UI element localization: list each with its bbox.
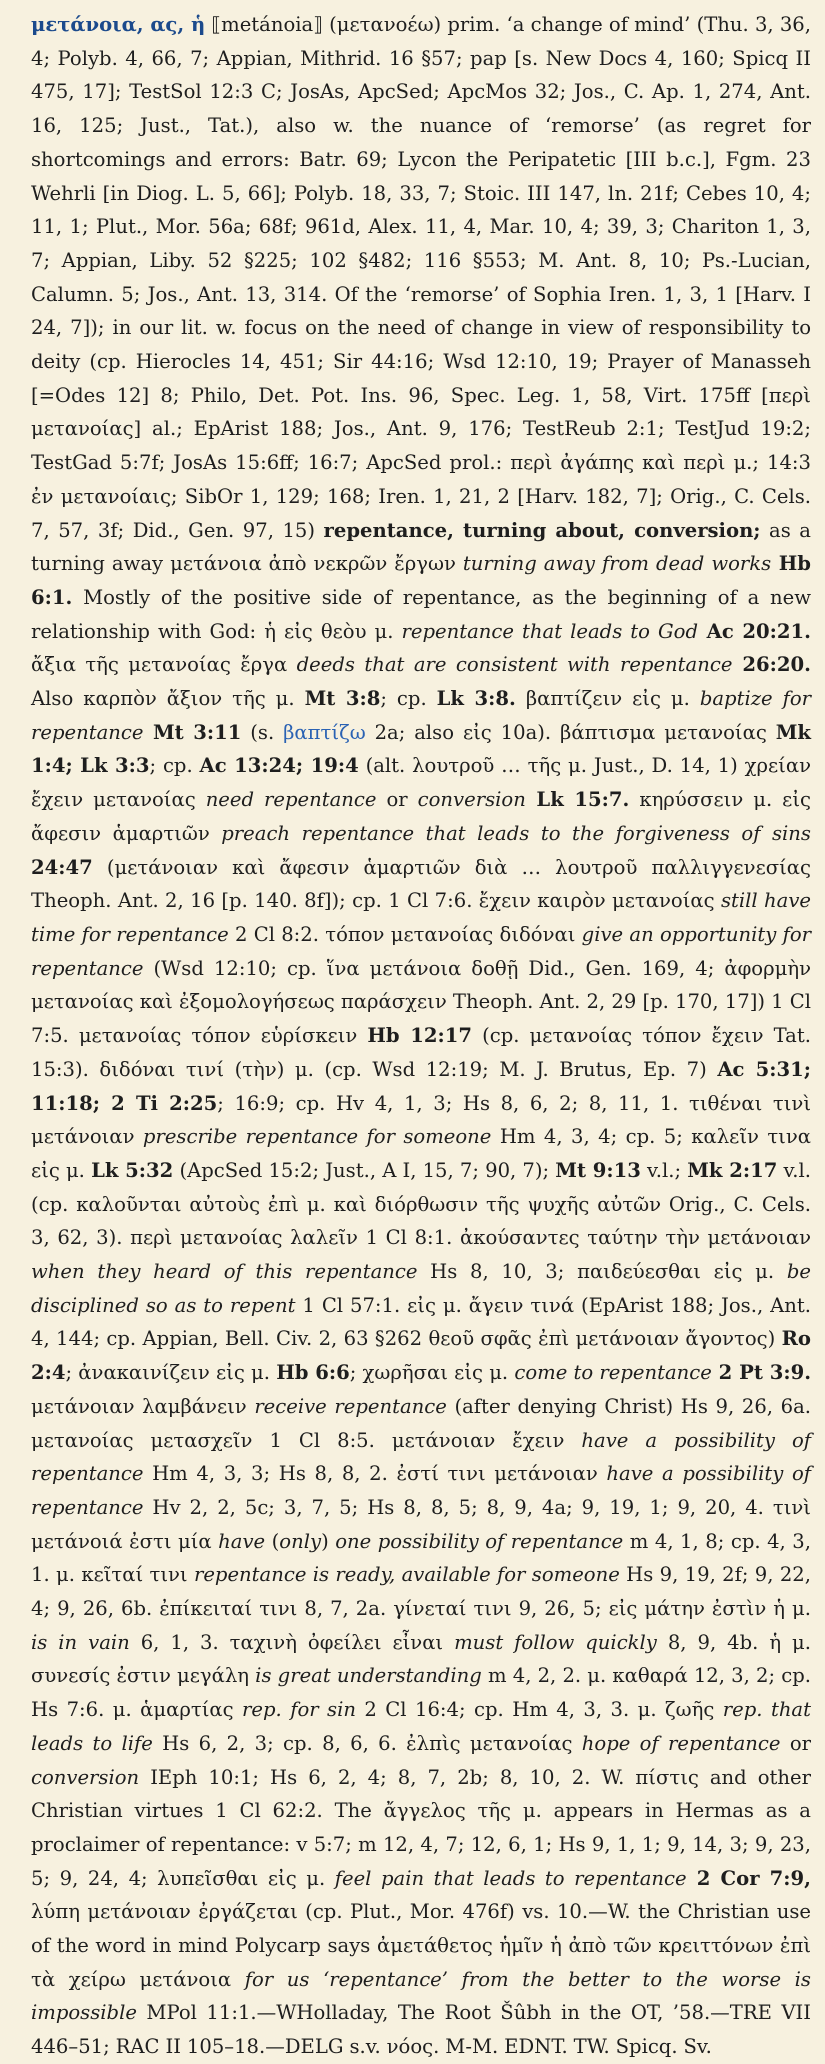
bold-text: Hb 6:1. [31, 552, 811, 609]
gloss-text: repentance is ready, available for someone [193, 1563, 620, 1587]
gloss-text: need repentance [205, 788, 377, 812]
entry-text: (alt. λουτροῦ … τῆς μ. Just., D. 14, 1) χρείαν ἔχειν μετανοίας [31, 754, 811, 812]
gloss-text: come to repentance [514, 1361, 712, 1385]
bold-text: 26:20. [732, 653, 812, 677]
entry-text: Hs 6, 2, 3; cp. 8, 6, 6. ἐλπὶς μετανοίας [152, 1731, 582, 1755]
gloss-text: preach repentance that leads to the forgiveness of sins [221, 821, 811, 845]
entry-text: v.l.; [640, 1158, 688, 1182]
gloss-text: have [218, 1529, 266, 1553]
bold-text: Mt 3:11 [143, 720, 242, 744]
gloss-text: only [279, 1529, 322, 1553]
entry-text: Mostly of the positive side of repentance, as the beginning of a new relationship with God: ἡ εἰς θεὸυ μ. [31, 585, 811, 643]
gloss-text: conversion [31, 1765, 140, 1789]
headword: μετάνοια, ας, ἡ [31, 13, 206, 36]
gloss-text: prescribe repentance for someone [142, 1125, 492, 1149]
entry-text: Hs 9, 19, 2f; 9, 22, 4; 9, 26, 6b. ἐπίκειταί τινι 8, 7, 2a. γίνεταί τινι 9, 26, 5; εἰς μάτην ἐστὶν ἡ μ. [31, 1563, 811, 1621]
bold-text: Lk 15:7. [525, 788, 630, 812]
entry-text: ( [265, 1529, 280, 1553]
bold-text: Lk 5:32 [91, 1158, 174, 1182]
entry-text: (cp. μετανοίας τόπον ἔχειν Tat. 15:3). διδόναι τινί (τὴν) μ. (cp. Wsd 12:19; M. J. Brutus, Ep. 7) [31, 1024, 811, 1081]
entry-text: (Wsd 12:10; cp. ἵνα μετάνοια δοθῇ Did., Gen. 169, 4; ἀφορμὴν μετανοίας καὶ ἐξομολογήσεως παράσχειν Theoph. Ant. 2, 29 [p. 170, 17]) 1 Cl 7:5. μετανοίας τόπον εὑρίσκειν [31, 956, 811, 1048]
gloss-text: feel pain that leads to repentance [334, 1866, 687, 1890]
gloss-text: when they heard of this repentance [31, 1260, 418, 1284]
gloss-text: must follow quickly [454, 1630, 657, 1654]
entry-text: ; 16:9; cp. Hv 4, 1, 3; Hs 8, 6, 2; 8, 11, 1. τιθέναι τινὶ μετάνοιαν [31, 1091, 812, 1149]
entry-text: or [376, 788, 418, 812]
bold-text: Ro 2:4 [31, 1327, 811, 1385]
entry-text: Hm 4, 3, 4; cp. 5; καλεῖν τινα εἰς μ. [31, 1125, 812, 1182]
entry-text: as a turning away μετάνοια ἀπὸ νεκρῶν ἔργων [31, 518, 811, 576]
bold-text: Lk 3:8. [436, 687, 516, 711]
entry-text: (μετάνοιαν καὶ ἄφεσιν ἁμαρτιῶν διὰ … λουτροῦ παλλιγγενεσίας Theoph. Ant. 2, 16 [p. 140. 8f]); cp. 1 Cl 7:6. ἔχειν καιρὸν μετανοίας [31, 855, 811, 913]
gloss-text: give an opportunity for repentance [31, 922, 811, 980]
bold-text: repentance, turning about, conversion; [323, 518, 761, 542]
gloss-text: is great understanding [255, 1664, 482, 1688]
gloss-text: for us ‘repentance’ from the better to the worse is impossible [31, 1967, 811, 2025]
entry-text: 2 Cl 8:2. τόπον μετανοίας διδόναι [228, 922, 582, 946]
gloss-text: rep. for sin [242, 1698, 356, 1722]
bold-text: Mk 1:4; Lk 3:3 [31, 720, 811, 778]
bold-text: Mt 3:8 [304, 687, 381, 711]
bold-text: Hb 6:6 [276, 1361, 350, 1385]
entry-text: μετάνοιαν λαμβάνειν [31, 1394, 255, 1418]
entry-text: (ApcSed 15:2; Just., A I, 15, 7; 90, 7); [173, 1158, 556, 1182]
entry-text: (s. [241, 720, 284, 744]
gloss-text: repentance that leads to God [401, 619, 699, 643]
entry-text: ) [321, 1529, 336, 1553]
bold-text: Mt 9:13 [555, 1158, 641, 1182]
gloss-text: baptize for repentance [31, 687, 812, 744]
entry-text: IEph 10:1; Hs 6, 2, 4; 8, 7, 2b; 8, 10, 2. W. πίστις and other Christian virtues 1 Cl 62:2. The ἄγγελος τῆς μ. appears in Hermas as a proclaimer of repentance: v 5:7; m 12, 4, 7; 12, 6, 1; Hs 9, 1, 1; 9, 14, 3; 9, 23, 5; 9, 24, 4; λυπεῖσθαι εἰς μ. [31, 1765, 811, 1890]
bold-text: Ac 13:24; 19:4 [199, 754, 359, 778]
bold-text: Ac 5:31; 11:18; 2 Ti 2:25 [31, 1057, 811, 1115]
entry-text: m 4, 2, 2. μ. καθαρά 12, 3, 2; cp. Hs 7:6. μ. ἁμαρτίας [31, 1664, 811, 1722]
gloss-text: have a possibility of repentance [31, 1428, 811, 1486]
bold-text: Ac 20:21. [698, 619, 812, 643]
entry-text: 8, 9, 4b. ἡ μ. συνεσίς ἐστιν μεγάλη [31, 1630, 811, 1688]
gloss-text: conversion [417, 788, 526, 812]
entry-text: 2a; also εἰς 10a). βάπτισμα μετανοίας [365, 720, 776, 744]
entry-text: m 4, 1, 8; cp. 4, 3, 1. μ. κεῖταί τινι [31, 1529, 811, 1587]
gloss-text: receive repentance [254, 1394, 447, 1418]
bold-text: Mk 2:17 [687, 1158, 778, 1182]
gloss-text: be disciplined so as to repent [31, 1260, 811, 1317]
gloss-text: still have time for repentance [31, 889, 812, 946]
entry-text: (after denying Christ) Hs 9, 26, 6a. μετανοίας μετασχεῖν 1 Cl 8:5. μετάνοιαν ἔχειν [31, 1394, 811, 1452]
gloss-text: one possibility of repentance [335, 1529, 624, 1553]
bold-text: Hb 12:17 [367, 1024, 473, 1048]
gloss-text: deeds that are consistent with repentance [296, 653, 733, 677]
entry-text: Also καρπὸν ἄξιον τῆς μ. [31, 687, 305, 711]
gloss-text: hope of repentance [581, 1731, 781, 1755]
entry-text: ἄξια τῆς μετανοίας ἔργα [31, 653, 297, 677]
bold-text: 24:47 [31, 855, 93, 879]
gloss-text: rep. that leads to life [31, 1698, 811, 1755]
entry-text: λύπη μετάνοιαν ἐργάζεται (cp. Plut., Mor. 476f) vs. 10.—W. the Christian use of the word in mind Polycarp says ἀμετάθετος ἡμῖν ἡ ἀπὸ τῶν κρειττόνων ἐπὶ τὰ χείρω μετάνοια [31, 1900, 811, 1991]
entry-text: MPol 11:1.—WHolladay, The Root Šûbh in the OT, ’58.—TRE VII 446–51; RAC II 105–18.—DELG s.v. νόος. M-M. EDNT. TW. Spicq. Sv. [31, 2001, 811, 2059]
entry-text: 2 Cl 16:4; cp. Hm 4, 3, 3. μ. ζωῆς [355, 1698, 723, 1722]
bold-text: 2 Cor 7:9, [686, 1866, 811, 1890]
entry-text: Hs 8, 10, 3; παιδεύεσθαι εἰς μ. [417, 1260, 787, 1284]
entry-text: 6, 1, 3. ταχινὴ ὀφείλει εἶναι [129, 1630, 455, 1654]
entry-body [31, 13, 811, 2058]
entry-text: 1 Cl 57:1. εἰς μ. ἄγειν τινά (EpArist 188; Jos., Ant. 4, 144; cp. Appian, Bell. Civ. 2, 63 §262 θεοῦ σφᾶς ἐπὶ μετάνοιαν ἄγοντος) [31, 1293, 811, 1351]
entry-text: ; cp. [380, 687, 437, 711]
entry-text: Hv 2, 2, 5c; 3, 7, 5; Hs 8, 8, 5; 8, 9, 4a; 9, 19, 1; 9, 20, 4. τινὶ μετάνοιά ἐστι μία [31, 1495, 811, 1553]
cross-reference-link[interactable]: βαπτίζω [283, 720, 366, 744]
gloss-text: turning away from dead works [462, 552, 772, 576]
bold-text: 2 Pt 3:9. [711, 1361, 812, 1385]
gloss-text: is in vain [31, 1630, 130, 1654]
entry-text: or [780, 1731, 811, 1755]
entry-text: v.l. (cp. καλοῦνται αὐτοὺς ἐπὶ μ. καὶ διόρθωσιν τῆς ψυχῆς αὐτῶν Orig., C. Cels. 3, 62, 3). περὶ μετανοίας λαλεῖν 1 Cl 8:1. ἀκούσαντες ταύτην τὴν μετάνοιαν [31, 1158, 811, 1250]
entry-text: ; χωρῆσαι εἰς μ. [349, 1361, 515, 1385]
entry-text: ; ἀνακαινίζειν εἰς μ. [65, 1361, 277, 1385]
gloss-text: have a possibility of repentance [31, 1462, 811, 1519]
entry-text: ; cp. [149, 754, 200, 778]
entry-text: κηρύσσειν μ. εἰς ἄφεσιν ἁμαρτιῶν [31, 788, 811, 845]
entry-text: ⟦metánoia⟧ (μετανοέω) prim. ‘a change of mind’ (Thu. 3, 36, 4; Polyb. 4, 66, 7; Appian, Mithrid. 16 §57; pap [s. New Docs 4, 160; Spicq II 475, 17]; TestSol 12:3 C; JosAs, ApcSed; ApcMos 32; Jos., C. Ap. 1, 274, Ant. 16, 125; Just., Tat.), also w. the nuance of ‘remorse’ (as regret for shortcomings and errors: Batr. 69; Lycon the Peripatetic [III b.c.], Fgm. 23 Wehrli [in Diog. L. 5, 66]; Polyb. 18, 33, 7; Stoic. III 147, ln. 21f; Cebes 10, 4; 11, 1; Plut., Mor. 56a; 68f; 961d, Alex. 11, 4, Mar. 10, 4; 39, 3; Chariton 1, 3, 7; Appian, Liby. 52 §225; 102 §482; 116 §553; M. Ant. 8, 10; Ps.-Lucian, Calumn. 5; Jos., Ant. 13, 314. Of the ‘remorse’ of Sophia Iren. 1, 3, 1 [Harv. I 24, 7]); in our lit. w. focus on the need of change in view of responsibility to deity (cp. Hierocles 14, 451; Sir 44:16; Wsd 12:10, 19; Prayer of Manasseh [=Odes 12] 8; Philo, Det. Pot. Ins. 96, Spec. Leg. 1, 58, Virt. 175ff [περὶ μετανοίας] al.; EpArist 188; Jos., Ant. 9, 176; TestReub 2:1; TestJud 19:2; TestGad 5:7f; JosAs 15:6ff; 16:7; ApcSed prol.: περὶ ἀγάπης καὶ περὶ μ.; 14:3 ἐν μετανοίαις; SibOr 1, 129; 168; Iren. 1, 21, 2 [Harv. 182, 7]; Orig., C. Cels. 7, 57, 3f; Did., Gen. 97, 15) [31, 13, 811, 542]
entry-text: βαπτίζειν εἰς μ. [515, 687, 700, 711]
entry-text: Hm 4, 3, 3; Hs 8, 8, 2. ἐστί τινι μετάνοιαν [143, 1462, 607, 1486]
